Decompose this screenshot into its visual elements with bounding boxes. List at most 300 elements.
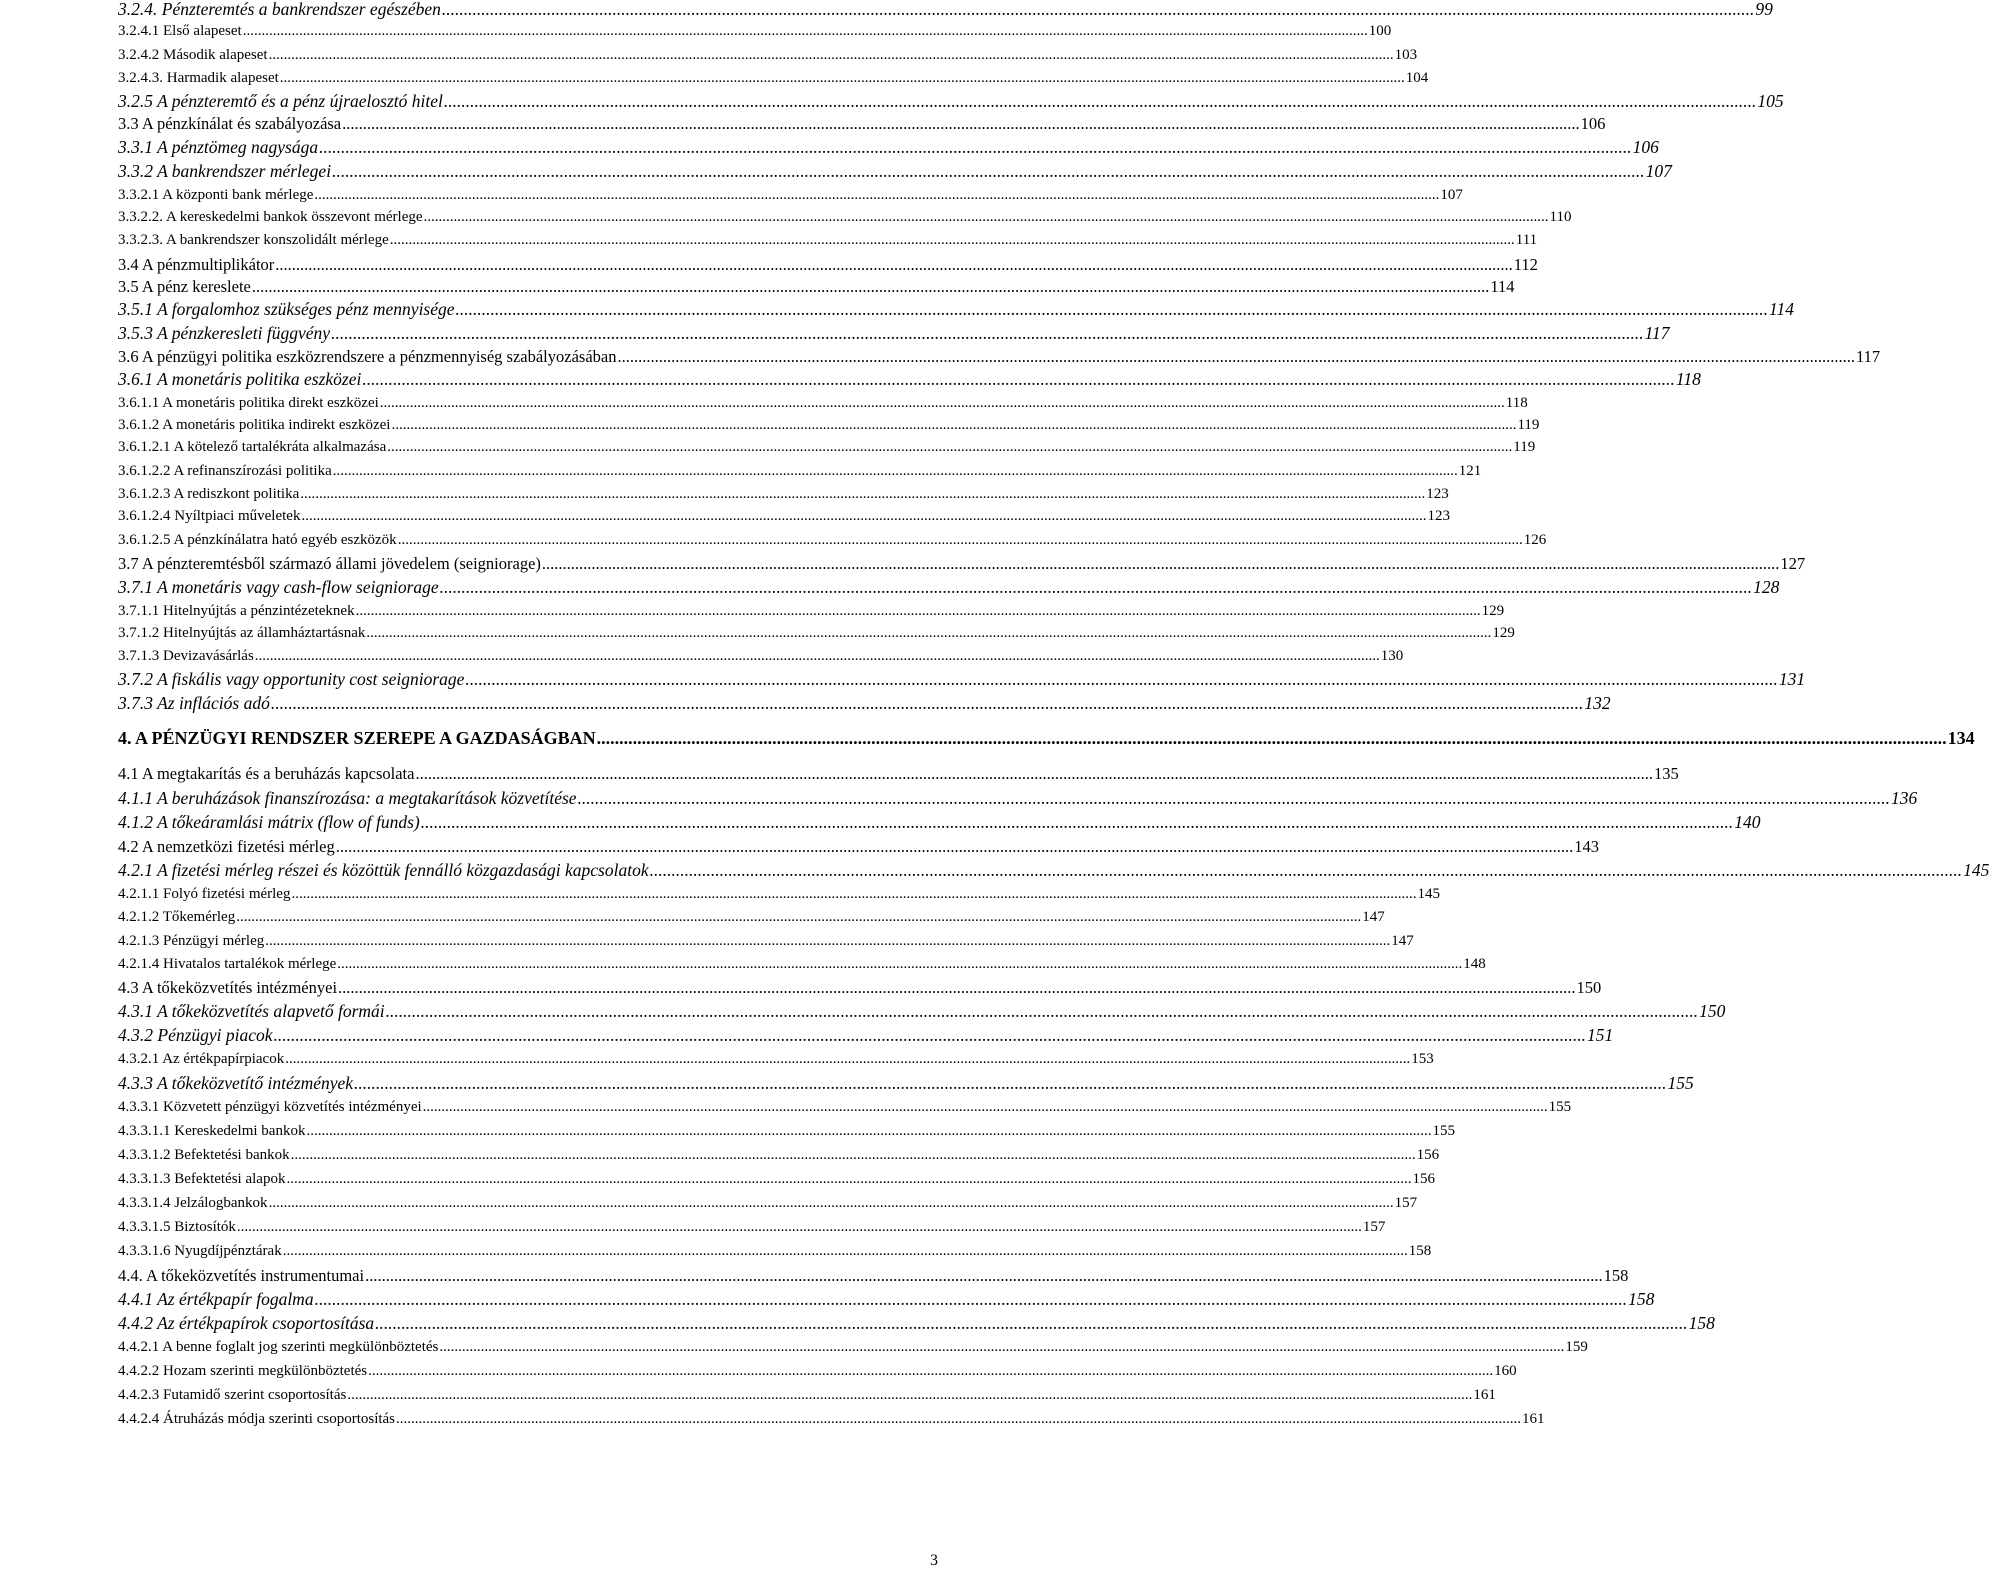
toc-entry-number: 3.6.1.2.2 — [118, 463, 174, 479]
toc-entry-label — [118, 789, 577, 808]
toc-entry[interactable] — [118, 908, 1385, 927]
toc-entry-title: A pénzmultiplikátor — [141, 255, 275, 274]
toc-entry-number: 4.4.2.4 — [118, 1411, 163, 1427]
dot-leader: ............................................................................................................................................................................................................................................................................................................ — [365, 1266, 1603, 1285]
toc-entry-page: 135 — [1653, 764, 1679, 783]
toc-entry-title: A pénzügyi politika eszközrendszere a pénzmennyiség szabályozásában — [141, 347, 617, 366]
dot-leader: ............................................................................................................................................................................................................................................................................................................ — [268, 47, 1394, 63]
toc-entry-page: 161 — [1473, 1387, 1496, 1403]
toc-entry-title: A tőkeközvetítő intézmények — [157, 1073, 354, 1093]
toc-entry-label — [118, 1218, 236, 1237]
toc-entry-page: 159 — [1565, 1339, 1588, 1355]
toc-entry[interactable] — [118, 602, 1505, 621]
toc-entry[interactable] — [118, 1098, 1572, 1117]
dot-leader: ............................................................................................................................................................................................................................................................................................................ — [354, 1073, 1667, 1093]
dot-leader: ............................................................................................................................................................................................................................................................................................................ — [649, 860, 1963, 880]
toc-entry-title: Harmadik alapeset — [166, 70, 279, 86]
toc-entry-number: 3.6.1.2 — [118, 417, 163, 433]
toc-entry-page: 148 — [1463, 956, 1486, 972]
toc-entry-title: Az inflációs adó — [157, 693, 270, 713]
page-number: 3 — [930, 1552, 938, 1569]
toc-entry-page: 123 — [1426, 486, 1449, 502]
toc-entry[interactable] — [118, 1289, 1655, 1309]
toc-entry-number: 4.3.3.1.2 — [118, 1147, 175, 1163]
toc-entry-title: A pénzkínálatra ható egyéb eszközök — [173, 532, 397, 548]
dot-leader: ............................................................................................................................................................................................................................................................................................................ — [379, 395, 1505, 411]
dot-leader: ............................................................................................................................................................................................................................................................................................................ — [335, 837, 1574, 856]
toc-entry[interactable] — [118, 647, 1404, 666]
toc-entry[interactable] — [118, 1073, 1694, 1093]
dot-leader: ............................................................................................................................................................................................................................................................................................................ — [265, 933, 1391, 949]
dot-leader: ............................................................................................................................................................................................................................................................................................................ — [306, 1123, 1432, 1139]
dot-leader: ............................................................................................................................................................................................................................................................................................................ — [332, 161, 1645, 181]
toc-entry-number: 4.2.1 — [118, 860, 158, 880]
toc-entry-page: 130 — [1380, 648, 1404, 664]
dot-leader: ............................................................................................................................................................................................................................................................................................................ — [286, 1171, 1412, 1187]
toc-entry[interactable] — [118, 860, 1989, 880]
toc-entry-title: Az értékpapírok csoportosítása — [157, 1313, 375, 1333]
toc-entry-label — [118, 1314, 374, 1333]
toc-entry[interactable] — [118, 69, 1429, 88]
toc-entry-label — [118, 1050, 284, 1069]
toc-entry-number: 4.2.1.3 — [118, 933, 163, 949]
dot-leader: ............................................................................................................................................................................................................................................................................................................ — [441, 0, 1755, 19]
dot-leader: ............................................................................................................................................................................................................................................................................................................ — [366, 625, 1492, 641]
toc-entry-number: 3.3.2.1 — [118, 187, 163, 203]
toc-entry-page: 134 — [1947, 728, 1975, 748]
toc-entry-title: Közvetett pénzügyi közvetítés intézményei — [163, 1099, 422, 1115]
toc-entry[interactable] — [118, 837, 1599, 856]
toc-entry-page: 147 — [1391, 933, 1414, 949]
toc-entry-title: A bankrendszer mérlegei — [157, 161, 332, 181]
toc-entry[interactable] — [118, 416, 1540, 435]
toc-entry[interactable] — [118, 0, 1773, 19]
toc-entry-label — [118, 885, 290, 904]
toc-entry-number: 3.7.1 — [118, 577, 158, 597]
toc-entry-label — [118, 1362, 367, 1381]
toc-entry[interactable] — [118, 955, 1486, 974]
toc-entry-number: 3.7.1.1 — [118, 603, 163, 619]
toc-entry-number: 3.6 — [118, 347, 142, 366]
dot-leader: ............................................................................................................................................................................................................................................................................................................ — [301, 508, 1427, 524]
toc-entry-label — [118, 231, 389, 250]
toc-entry-page: 131 — [1778, 669, 1806, 689]
dot-leader: ............................................................................................................................................................................................................................................................................................................ — [251, 277, 1490, 296]
toc-entry-label — [118, 186, 313, 205]
dot-leader: ............................................................................................................................................................................................................................................................................................................ — [236, 1219, 1362, 1235]
toc-entry-title: Pénzügyi piacok — [157, 1025, 273, 1045]
toc-entry-number: 4.4.2.1 — [118, 1339, 163, 1355]
toc-entry[interactable] — [118, 812, 1761, 832]
toc-entry[interactable] — [118, 1362, 1517, 1381]
dot-leader: ............................................................................................................................................................................................................................................................................................................ — [439, 577, 1753, 597]
toc-entry-title: A központi bank mérlege — [162, 187, 314, 203]
toc-entry-number: 3.2.4.3. — [118, 70, 167, 86]
toc-entry-page: 106 — [1580, 114, 1606, 133]
toc-entry-number: 3.2.4.1 — [118, 23, 163, 39]
dot-leader: ............................................................................................................................................................................................................................................................................................................ — [314, 187, 1440, 203]
toc-entry-title: Devizavásárlás — [163, 648, 254, 664]
toc-entry-label — [118, 729, 596, 748]
dot-leader: ............................................................................................................................................................................................................................................................................................................ — [254, 648, 1380, 664]
toc-entry-label — [118, 1002, 385, 1021]
toc-entry-label — [118, 208, 423, 227]
toc-entry[interactable] — [118, 1025, 1614, 1045]
dot-leader: ............................................................................................................................................................................................................................................................................................................ — [385, 1001, 1699, 1021]
toc-entry[interactable] — [118, 1386, 1496, 1405]
dot-leader: ............................................................................................................................................................................................................................................................................................................ — [422, 1099, 1548, 1115]
dot-leader: ............................................................................................................................................................................................................................................................................................................ — [319, 137, 1632, 157]
toc-entry-title: Pénzügyi mérleg — [163, 933, 265, 949]
toc-entry-number: 4.3.3.1.5 — [118, 1219, 175, 1235]
toc-entry-page: 157 — [1362, 1219, 1386, 1235]
toc-entry-number: 3.6.1.2.4 — [118, 508, 175, 524]
toc-entry-title: A rediszkont politika — [173, 486, 300, 502]
dot-leader: ............................................................................................................................................................................................................................................................................................................ — [617, 347, 1855, 366]
toc-entry-number: 4.3.3 — [118, 1073, 158, 1093]
toc-entry[interactable] — [118, 1170, 1435, 1189]
toc-entry[interactable] — [118, 507, 1450, 526]
toc-entry-number: 3.4 — [118, 255, 142, 274]
toc-entry-page: 160 — [1494, 1363, 1517, 1379]
toc-entry[interactable] — [118, 485, 1449, 504]
toc-entry[interactable] — [118, 186, 1463, 205]
toc-entry-number: 4.2.1.2 — [118, 909, 163, 925]
dot-leader: ............................................................................................................................................................................................................................................................................................................ — [391, 417, 1517, 433]
toc-entry-label — [118, 46, 268, 65]
toc-entry-label — [118, 507, 300, 526]
toc-entry-number: 3.6.1.2.1 — [118, 439, 174, 455]
dot-leader: ............................................................................................................................................................................................................................................................................................................ — [273, 1025, 1587, 1045]
toc-entry[interactable] — [118, 932, 1414, 951]
dot-leader: ............................................................................................................................................................................................................................................................................................................ — [439, 1339, 1565, 1355]
toc-entry-page: 155 — [1548, 1099, 1572, 1115]
toc-entry-title: A pénzkínálat és szabályozása — [141, 114, 342, 133]
toc-entry-title: Hozam szerinti megkülönböztetés — [163, 1363, 368, 1379]
toc-entry[interactable] — [118, 554, 1806, 573]
toc-entry[interactable] — [118, 161, 1672, 181]
dot-leader: ............................................................................................................................................................................................................................................................................................................ — [342, 114, 1580, 133]
toc-entry-label — [118, 162, 331, 181]
toc-entry-number: 3.5.3 — [118, 323, 158, 343]
toc-entry-page: 158 — [1628, 1289, 1655, 1309]
toc-entry-number: 4.3.2 — [118, 1025, 158, 1045]
toc-entry[interactable] — [118, 669, 1806, 689]
toc-entry-label — [118, 531, 397, 550]
toc-entry-title: A tőkeközvetítés alapvető formái — [157, 1001, 385, 1021]
dot-leader: ............................................................................................................................................................................................................................................................................................................ — [279, 70, 1405, 86]
toc-entry[interactable] — [118, 208, 1572, 227]
dot-leader: ............................................................................................................................................................................................................................................................................................................ — [396, 1411, 1522, 1427]
toc-entry-page: 128 — [1753, 577, 1780, 597]
toc-entry-number: 4.3.1 — [118, 1001, 158, 1021]
toc-entry-number: 4. — [118, 728, 136, 748]
toc-entry-label — [118, 138, 318, 157]
toc-entry-title: A PÉNZÜGYI RENDSZER SZEREPE A GAZDASÁGBAN — [135, 728, 596, 748]
toc-entry[interactable] — [118, 764, 1679, 783]
toc-entry[interactable] — [118, 255, 1538, 274]
toc-entry-title: Nyugdíjpénztárak — [174, 1243, 282, 1259]
toc-entry-number: 4.2 — [118, 837, 142, 856]
toc-entry-title: A pénzteremtő és a pénz újraelosztó hitel — [157, 91, 443, 111]
toc-entry-title: Az értékpapír fogalma — [157, 1289, 314, 1309]
toc-entry-label — [118, 1242, 282, 1261]
toc-entry-page: 114 — [1490, 277, 1515, 296]
toc-entry[interactable] — [118, 277, 1515, 296]
toc-entry-title: A fiskális vagy opportunity cost seigniorage — [157, 669, 465, 689]
toc-entry[interactable] — [118, 1001, 1726, 1021]
toc-entry-title: Átruházás módja szerinti csoportosítás — [163, 1411, 396, 1427]
toc-entry-number: 3.2.5 — [118, 91, 158, 111]
toc-entry-page: 143 — [1574, 837, 1599, 856]
toc-entry-label — [118, 485, 299, 504]
toc-entry-number: 3.3.2 — [118, 161, 158, 181]
toc-entry-page: 119 — [1517, 417, 1540, 433]
toc-entry[interactable] — [118, 347, 1881, 366]
dot-leader: ............................................................................................................................................................................................................................................................................................................ — [465, 669, 1778, 689]
toc-entry[interactable] — [118, 531, 1547, 550]
toc-entry-title: Az értékpapírpiacok — [162, 1051, 285, 1067]
toc-entry-label — [118, 837, 335, 856]
toc-entry-page: 121 — [1458, 463, 1482, 479]
toc-entry-page: 132 — [1584, 693, 1611, 713]
toc-entry-label — [118, 1338, 438, 1357]
toc-entry-number: 3.7 — [118, 554, 142, 573]
dot-leader: ............................................................................................................................................................................................................................................................................................................ — [270, 693, 1584, 713]
toc-entry-page: 126 — [1523, 532, 1547, 548]
toc-entry-title: A tőkeközvetítés instrumentumai — [145, 1266, 365, 1285]
toc-entry-title: A kereskedelmi bankok összevont mérlege — [165, 209, 423, 225]
toc-entry-page: 110 — [1549, 209, 1572, 225]
toc-entry-number: 3.7.2 — [118, 669, 158, 689]
toc-entry-number: 3.5 — [118, 277, 142, 296]
toc-entry-page: 117 — [1856, 347, 1881, 366]
toc-entry[interactable] — [118, 46, 1418, 65]
toc-entry-title: A pénzteremtésből származó állami jövedelem (seigniorage) — [141, 554, 541, 573]
toc-entry-page: 136 — [1891, 788, 1918, 808]
toc-entry[interactable] — [118, 1313, 1715, 1333]
toc-entry[interactable] — [118, 1122, 1455, 1141]
toc-entry-title: Első alapeset — [163, 23, 242, 39]
toc-entry-page: 158 — [1408, 1243, 1432, 1259]
toc-entry-label — [118, 694, 270, 713]
toc-entry-page: 129 — [1481, 603, 1505, 619]
toc-entry-page: 100 — [1368, 23, 1392, 39]
toc-entry-page: 147 — [1362, 909, 1385, 925]
dot-leader: ............................................................................................................................................................................................................................................................................................................ — [290, 1147, 1416, 1163]
toc-entry-label — [118, 1386, 346, 1405]
toc-entry-title: Hitelnyújtás a pénzintézeteknek — [163, 603, 355, 619]
toc-entry-title: A pénzkeresleti függvény — [157, 323, 331, 343]
toc-entry-number: 4.3.3.1.1 — [118, 1123, 175, 1139]
toc-entry[interactable] — [118, 299, 1794, 319]
dot-leader: ............................................................................................................................................................................................................................................................................................................ — [285, 1051, 1411, 1067]
toc-entry[interactable] — [118, 1146, 1440, 1165]
toc-entry-page: 105 — [1757, 91, 1784, 111]
toc-entry[interactable] — [118, 577, 1780, 597]
toc-entry-number: 3.2.4.2 — [118, 47, 163, 63]
toc-entry-number: 3.7.1.2 — [118, 625, 163, 641]
toc-entry[interactable] — [118, 1194, 1418, 1213]
toc-entry-number: 4.2.1.4 — [118, 956, 163, 972]
dot-leader: ............................................................................................................................................................................................................................................................................................................ — [337, 956, 1463, 972]
toc-entry[interactable] — [118, 788, 1918, 808]
dot-leader: ............................................................................................................................................................................................................................................................................................................ — [242, 23, 1368, 39]
dot-leader: ............................................................................................................................................................................................................................................................................................................ — [415, 764, 1653, 783]
toc-entry-number: 4.2.1.1 — [118, 886, 163, 902]
toc-entry-title: Befektetési bankok — [174, 1147, 290, 1163]
toc-entry-title: A forgalomhoz szükséges pénz mennyisége — [157, 299, 455, 319]
toc-entry[interactable] — [118, 114, 1606, 133]
toc-entry-title: A nemzetközi fizetési mérleg — [141, 837, 335, 856]
toc-entry-label — [118, 1410, 395, 1429]
toc-entry[interactable] — [118, 369, 1701, 389]
toc-entry-number: 3.5.1 — [118, 299, 158, 319]
toc-entry-label — [118, 277, 251, 296]
dot-leader: ............................................................................................................................................................................................................................................................................................................ — [389, 232, 1515, 248]
toc-entry-label — [118, 1290, 314, 1309]
toc-entry-number: 3.2.4. — [118, 0, 162, 19]
toc-entry-number: 3.6.1.2.5 — [118, 532, 174, 548]
toc-entry-title: A beruházások finanszírozása: a megtakarítások közvetítése — [157, 788, 577, 808]
toc-entry[interactable] — [118, 1410, 1545, 1429]
dot-leader: ............................................................................................................................................................................................................................................................................................................ — [355, 603, 1481, 619]
toc-entry[interactable] — [118, 624, 1515, 643]
dot-leader: ............................................................................................................................................................................................................................................................................................................ — [338, 978, 1576, 997]
toc-entry-label — [118, 370, 361, 389]
toc-entry-label — [118, 1074, 353, 1093]
toc-entry-number: 3.3 — [118, 114, 142, 133]
toc-entry-number: 3.6.1.2.3 — [118, 486, 174, 502]
toc-entry[interactable] — [118, 885, 1440, 904]
dot-leader: ............................................................................................................................................................................................................................................................................................................ — [300, 486, 1426, 502]
dot-leader: ............................................................................................................................................................................................................................................................................................................ — [314, 1289, 1628, 1309]
toc-entry-label — [118, 932, 264, 951]
dot-leader: ............................................................................................................................................................................................................................................................................................................ — [455, 299, 1769, 319]
toc-entry-label — [118, 114, 341, 133]
toc-entry-title: A refinanszírozási politika — [173, 463, 332, 479]
toc-entry-label — [118, 624, 365, 643]
toc-entry-label — [118, 955, 336, 974]
dot-leader: ............................................................................................................................................................................................................................................................................................................ — [347, 1387, 1473, 1403]
toc-entry[interactable] — [118, 978, 1602, 997]
dot-leader: ............................................................................................................................................................................................................................................................................................................ — [332, 463, 1458, 479]
toc-entry-title: A megtakarítás és a beruházás kapcsolata — [141, 764, 415, 783]
toc-entry-page: 151 — [1587, 1025, 1614, 1045]
toc-entry[interactable] — [118, 394, 1528, 413]
toc-entry-page: 111 — [1515, 232, 1538, 248]
toc-entry-number: 4.3.3.1 — [118, 1099, 163, 1115]
toc-entry-number: 4.4.2 — [118, 1313, 158, 1333]
toc-entry-page: 112 — [1513, 255, 1538, 274]
toc-entry[interactable] — [118, 1338, 1588, 1357]
toc-entry-label — [118, 861, 649, 880]
toc-entry-title: A bankrendszer konszolidált mérlege — [165, 232, 389, 248]
toc-entry-page: 119 — [1513, 439, 1536, 455]
toc-entry-number: 4.3.2.1 — [118, 1051, 163, 1067]
toc-entry[interactable] — [118, 438, 1536, 457]
toc-entry-page: 129 — [1492, 625, 1515, 641]
dot-leader: ............................................................................................................................................................................................................................................................................................................ — [375, 1313, 1688, 1333]
toc-entry-number: 3.3.2.3. — [118, 232, 166, 248]
toc-entry[interactable] — [118, 462, 1482, 481]
dot-leader: ............................................................................................................................................................................................................................................................................................................ — [577, 788, 1891, 808]
toc-entry-page: 145 — [1963, 860, 1989, 880]
toc-entry[interactable] — [118, 1050, 1434, 1069]
toc-entry-number: 3.7.1.3 — [118, 648, 163, 664]
toc-entry-number: 3.6.1.1 — [118, 395, 163, 411]
toc-entry-label — [118, 416, 390, 435]
toc-entry-label — [118, 462, 332, 481]
toc-entry-page: 104 — [1405, 70, 1429, 86]
dot-leader: ............................................................................................................................................................................................................................................................................................................ — [362, 369, 1675, 389]
toc-entry-page: 161 — [1522, 1411, 1545, 1427]
dot-leader: ............................................................................................................................................................................................................................................................................................................ — [275, 255, 1513, 274]
toc-entry-title: Második alapeset — [163, 47, 268, 63]
toc-entry[interactable] — [118, 323, 1670, 343]
toc-entry-page: 103 — [1394, 47, 1418, 63]
dot-leader: ............................................................................................................................................................................................................................................................................................................ — [236, 909, 1362, 925]
toc-entry-title: A kötelező tartalékráta alkalmazása — [173, 439, 387, 455]
toc-entry-title: A tőkeáramlási mátrix (flow of funds) — [157, 812, 420, 832]
toc-entry[interactable] — [118, 728, 1975, 748]
toc-entry-page: 155 — [1432, 1123, 1455, 1139]
toc-entry[interactable] — [118, 1242, 1432, 1261]
toc-entry-page: 155 — [1667, 1073, 1694, 1093]
toc-entry[interactable] — [118, 1218, 1386, 1237]
toc-entry[interactable] — [118, 22, 1392, 41]
toc-entry[interactable] — [118, 137, 1659, 157]
toc-entry[interactable] — [118, 231, 1538, 250]
toc-entry-label — [118, 92, 443, 111]
toc-entry-title: A benne foglalt jog szerinti megkülönböztetés — [162, 1339, 439, 1355]
toc-entry-label — [118, 670, 464, 689]
toc-entry-title: A pénz kereslete — [141, 277, 251, 296]
toc-entry-label — [118, 1026, 273, 1045]
toc-entry-title: Hivatalos tartalékok mérlege — [163, 956, 337, 972]
toc-entry[interactable] — [118, 693, 1611, 713]
toc-entry-title: Befektetési alapok — [174, 1171, 286, 1187]
toc-entry-page: 123 — [1427, 508, 1450, 524]
toc-entry-page: 107 — [1645, 161, 1672, 181]
toc-entry[interactable] — [118, 91, 1784, 111]
toc-entry-label — [118, 602, 355, 621]
toc-entry-title: A pénztömeg nagysága — [157, 137, 319, 157]
toc-entry-number: 3.7.3 — [118, 693, 158, 713]
toc-entry-number: 3.6.1 — [118, 369, 158, 389]
toc-entry-title: A monetáris politika indirekt eszközei — [162, 417, 391, 433]
dot-leader: ............................................................................................................................................................................................................................................................................................................ — [420, 812, 1734, 832]
toc-entry-title: A monetáris politika direkt eszközei — [162, 395, 379, 411]
toc-entry-title: Biztosítók — [174, 1219, 236, 1235]
toc-entry-page: 117 — [1644, 323, 1670, 343]
toc-entry-number: 4.3 — [118, 978, 142, 997]
toc-entry-page: 145 — [1417, 886, 1440, 902]
toc-entry-page: 99 — [1755, 0, 1773, 19]
toc-entry-title: Pénzteremtés a bankrendszer egészében — [161, 0, 441, 19]
toc-entry-page: 107 — [1440, 187, 1463, 203]
toc-entry-title: Folyó fizetési mérleg — [163, 886, 291, 902]
dot-leader: ............................................................................................................................................................................................................................................................................................................ — [291, 886, 1417, 902]
toc-entry-label — [118, 1122, 305, 1141]
toc-entry-label — [118, 0, 441, 19]
toc-entry-number: 4.4.1 — [118, 1289, 158, 1309]
dot-leader: ............................................................................................................................................................................................................................................................................................................ — [368, 1363, 1494, 1379]
toc-entry-page: 156 — [1412, 1171, 1435, 1187]
toc-entry[interactable] — [118, 1266, 1629, 1285]
dot-leader: ............................................................................................................................................................................................................................................................................................................ — [397, 532, 1523, 548]
dot-leader: ............................................................................................................................................................................................................................................................................................................ — [443, 91, 1757, 111]
